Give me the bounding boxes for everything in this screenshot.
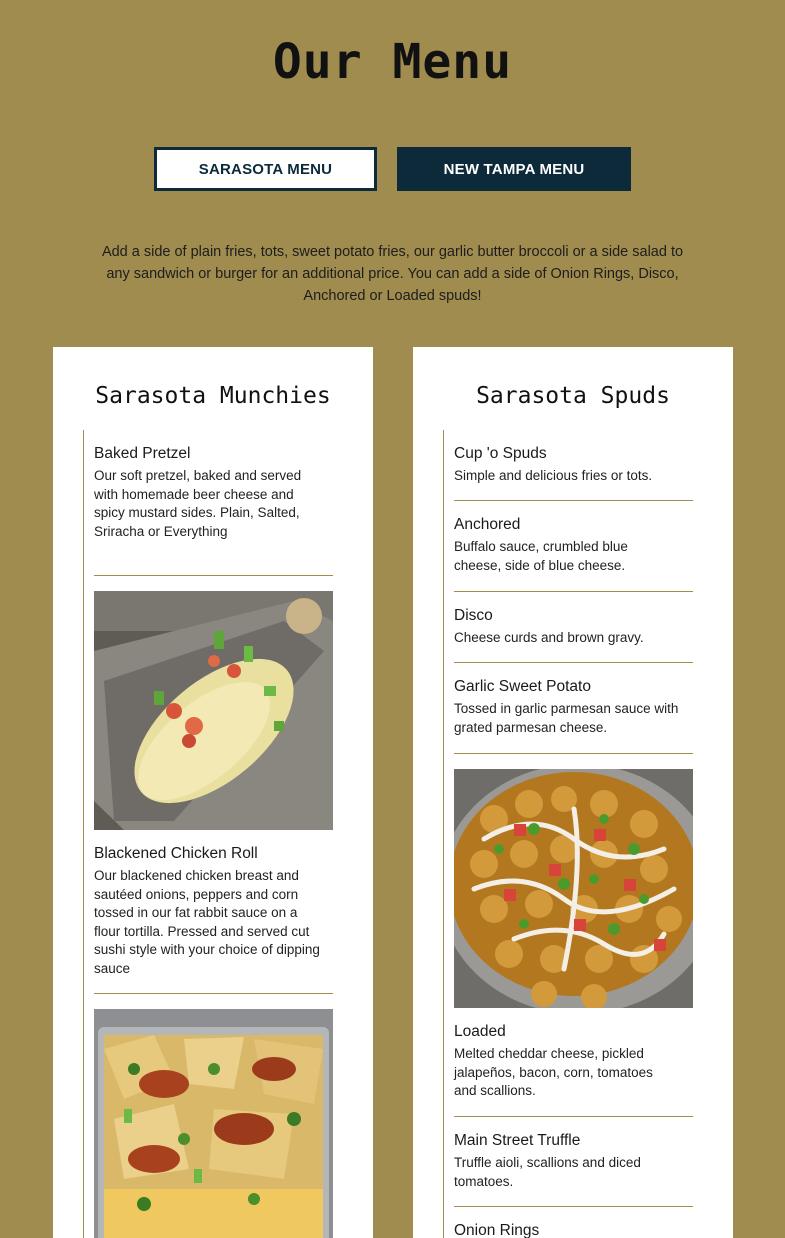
intro-text: Add a side of plain fries, tots, sweet potato fries, our garlic butter broccoli or a side salad to any sandwich or burger for an additional price. You can add a side of Onion Rings, Disco, Anchored or Loaded spuds! <box>101 244 684 304</box>
card-divider-line <box>83 430 84 1238</box>
item-separator <box>454 591 693 592</box>
card-divider-line <box>443 430 444 1238</box>
item-name: Disco <box>454 607 493 624</box>
item-separator <box>94 575 333 576</box>
item-description: Buffalo sauce, crumbled blue cheese, side of blue cheese. <box>454 539 628 573</box>
item-name: Cup 'o Spuds <box>454 445 547 462</box>
menu-item <box>454 606 693 648</box>
item-name: Garlic Sweet Potato <box>454 678 591 695</box>
page-title: Our Menu <box>272 34 513 90</box>
tab-sarasota-menu[interactable]: SARASOTA MENU <box>154 147 377 191</box>
item-description: Our soft pretzel, baked and served with homemade beer cheese and spicy mustard sides. Plain, Salted, Sriracha or Everything <box>94 468 302 539</box>
loaded-tots-photo <box>454 769 693 1008</box>
item-separator <box>454 1206 693 1207</box>
menu-item <box>454 1022 693 1101</box>
item-separator <box>454 753 693 754</box>
chicken-roll-photo <box>94 591 333 830</box>
item-name: Anchored <box>454 516 521 533</box>
item-description: Simple and delicious fries or tots. <box>454 468 653 483</box>
item-name: Blackened Chicken Roll <box>94 845 258 862</box>
item-name: Onion Rings <box>454 1222 540 1238</box>
menu-item <box>94 844 333 978</box>
item-separator <box>454 500 693 501</box>
item-name: Loaded <box>454 1023 506 1040</box>
menu-item <box>454 677 693 737</box>
item-description: Cheese curds and brown gravy. <box>454 630 644 645</box>
card-title-spuds: Sarasota Spuds <box>476 383 670 409</box>
item-description: Truffle aioli, scallions and diced tomatoes. <box>454 1155 641 1189</box>
item-name: Main Street Truffle <box>454 1132 581 1149</box>
item-name: Baked Pretzel <box>94 445 191 462</box>
nachos-photo <box>94 1009 333 1238</box>
tab-new-tampa-menu[interactable]: NEW TAMPA MENU <box>397 147 631 191</box>
item-separator <box>94 993 333 994</box>
item-description: Tossed in garlic parmesan sauce with grated parmesan cheese. <box>454 701 679 735</box>
item-separator <box>454 662 693 663</box>
item-description: Our blackened chicken breast and sautéed onions, peppers and corn tossed in our fat rabbit sauce on a flour tortilla. Pressed and served cut sushi style with your choice of dipping sauce <box>94 868 320 976</box>
menu-item <box>94 444 333 541</box>
menu-item <box>454 515 693 575</box>
item-separator <box>454 1116 693 1117</box>
menu-item <box>454 1221 693 1238</box>
menu-item <box>454 444 693 486</box>
menu-item <box>454 1131 693 1191</box>
card-title-munchies: Sarasota Munchies <box>95 383 331 409</box>
item-description: Melted cheddar cheese, pickled jalapeños, bacon, corn, tomatoes and scallions. <box>454 1046 653 1098</box>
